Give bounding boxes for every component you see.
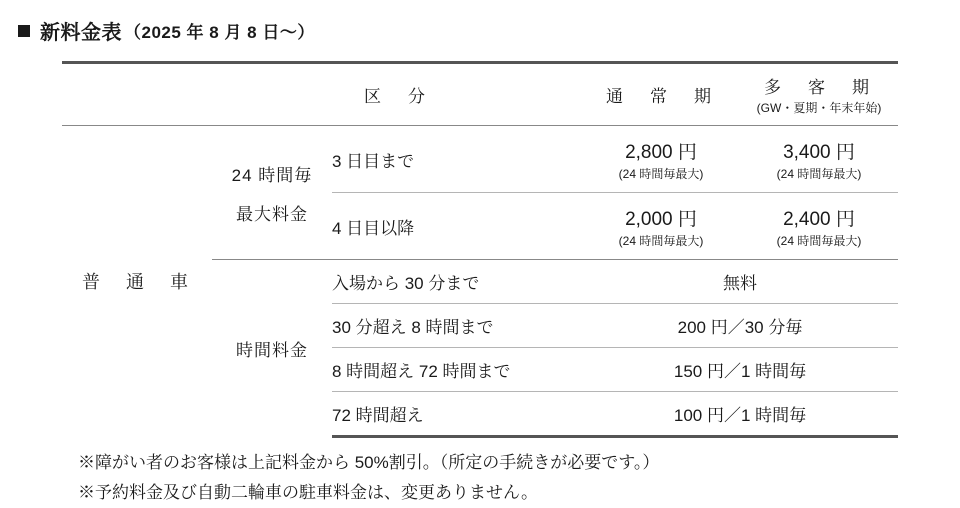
row-item-label: 入場から 30 分まで [332,260,582,304]
table-row [62,126,898,193]
row-value: 150 円／1 時間毎 [582,348,898,392]
notes-section [78,448,960,508]
page-title [18,16,960,45]
header-peak-season-sub: (GW・夏期・年末年始) [756,101,882,115]
price-note: (24 時間毎最大) [618,166,704,181]
row-item-label: 4 日目以降 [332,193,582,260]
price-note: (24 時間毎最大) [776,233,862,248]
header-category: 区 分 [212,63,582,126]
header-normal-season: 通 常 期 [582,63,740,126]
vehicle-type-label: 普 通 車 [62,126,212,437]
table-header-row [62,63,898,126]
header-peak-season [740,63,898,126]
header-peak-season-main: 多 客 期 [764,78,874,97]
row-value: 無料 [582,260,898,304]
price-value: 3,400 円 [783,141,855,163]
group-label-24h-line2: 最大料金 [236,204,308,224]
fee-table-document [0,16,960,502]
page-title-main: 新料金表 [40,22,122,44]
page-title-sub: （2025 年 8 月 8 日〜） [124,23,315,42]
row-peak-price [740,126,898,193]
row-item-label: 30 分超え 8 時間まで [332,304,582,348]
price-note: (24 時間毎最大) [618,233,704,248]
row-value: 100 円／1 時間毎 [582,392,898,437]
row-item-label: 8 時間超え 72 時間まで [332,348,582,392]
row-normal-price [582,126,740,193]
group-label-24h-max [212,126,332,260]
fee-table [62,61,898,438]
price-value: 2,400 円 [783,208,855,230]
row-peak-price [740,193,898,260]
square-bullet-icon [18,25,30,37]
note-line-1: ※障がい者のお客様は上記料金から 50%割引。（所定の手続きが必要です。） [78,453,660,472]
row-value: 200 円／30 分毎 [582,304,898,348]
group-label-hourly: 時間料金 [212,260,332,437]
row-normal-price [582,193,740,260]
row-item-label: 3 日目まで [332,126,582,193]
price-note: (24 時間毎最大) [776,166,862,181]
price-value: 2,800 円 [625,141,697,163]
row-item-label: 72 時間超え [332,392,582,437]
group-label-24h-line1: 24 時間毎 [231,165,313,185]
fee-table-container [62,61,898,438]
header-blank-cell [62,63,212,126]
note-line-2: ※予約料金及び自動二輪車の駐車料金は、変更ありません。 [78,482,539,502]
price-value: 2,000 円 [625,208,697,230]
